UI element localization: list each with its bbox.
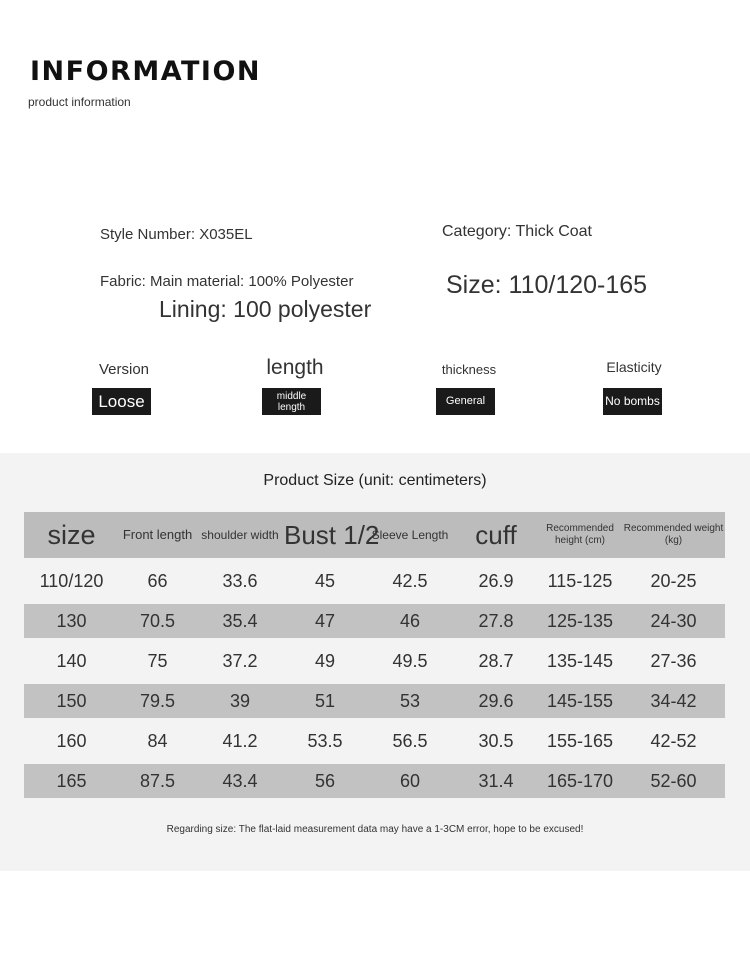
- table-cell: 41.2: [222, 730, 258, 751]
- table-cell: 20-25: [650, 570, 697, 591]
- table-cell: 160: [56, 730, 87, 751]
- table-cell: 70.5: [139, 610, 176, 631]
- table-cell: 155-165: [546, 730, 614, 751]
- table-cell: 28.7: [478, 650, 514, 671]
- attr-badge-version: Loose: [92, 388, 151, 415]
- header-sleeve-length: Sleeve Length: [371, 528, 449, 542]
- table-row: [24, 764, 725, 798]
- table-cell: 53.5: [307, 730, 343, 751]
- attr-badge-length: middle length: [262, 388, 321, 415]
- table-cell: 53: [399, 690, 421, 711]
- attr-label-elasticity: Elasticity: [606, 359, 662, 375]
- table-cell: 49: [314, 650, 336, 671]
- header-front-length: Front length: [122, 527, 193, 542]
- size-table-header-row: [24, 512, 725, 558]
- table-cell: 46: [399, 610, 421, 631]
- attr-badge-elasticity: No bombs: [603, 388, 662, 415]
- category: Category: Thick Coat: [442, 223, 592, 240]
- table-row: [24, 558, 725, 604]
- table-row: [24, 604, 725, 638]
- size-table: [24, 512, 725, 798]
- attr-label-thickness: thickness: [441, 362, 497, 377]
- table-cell: 66: [147, 570, 168, 591]
- header-size: size: [47, 520, 96, 550]
- table-cell: 125-135: [546, 610, 614, 631]
- table-cell: 39: [229, 690, 251, 711]
- table-row: [24, 638, 725, 684]
- table-cell: 45: [314, 570, 336, 591]
- table-cell: 140: [56, 650, 87, 671]
- table-cell: 150: [56, 690, 87, 711]
- table-cell: 27.8: [478, 610, 514, 631]
- table-cell: 37.2: [222, 650, 258, 671]
- table-cell: 49.5: [392, 650, 428, 671]
- attr-badge-thickness: General: [436, 388, 495, 415]
- table-cell: 26.9: [478, 570, 514, 591]
- size-range: Size: 110/120-165: [446, 271, 648, 299]
- table-cell: 33.6: [222, 570, 258, 591]
- table-cell: 135-145: [546, 650, 614, 671]
- table-cell: 110/120: [39, 570, 104, 591]
- table-cell: 30.5: [478, 730, 514, 751]
- table-cell: 165-170: [546, 770, 614, 791]
- table-cell: 43.4: [222, 770, 258, 791]
- table-cell: 56.5: [392, 730, 428, 751]
- table-cell: 27-36: [650, 650, 697, 671]
- table-cell: 24-30: [650, 610, 697, 631]
- header-bust: Bust 1/2: [284, 520, 380, 550]
- table-row: [24, 684, 725, 718]
- table-cell: 56: [314, 770, 336, 791]
- table-cell: 29.6: [478, 690, 514, 711]
- page-subtitle: product information: [28, 95, 131, 109]
- header-shoulder-width: shoulder width: [201, 528, 279, 542]
- attr-label-version: Version: [98, 361, 150, 378]
- lining: Lining: 100 polyester: [159, 296, 372, 322]
- attr-label-length: length: [266, 356, 324, 379]
- table-cell: 75: [147, 650, 168, 671]
- size-table-title: Product Size (unit: centimeters): [263, 472, 487, 489]
- table-cell: 31.4: [478, 770, 514, 791]
- table-cell: 79.5: [139, 690, 176, 711]
- table-cell: 52-60: [650, 770, 697, 791]
- header-recommended-height: Recommended height (cm): [546, 523, 614, 546]
- fabric: Fabric: Main material: 100% Polyester: [100, 273, 354, 290]
- table-cell: 87.5: [139, 770, 176, 791]
- table-cell: 165: [56, 770, 87, 791]
- table-cell: 34-42: [650, 690, 697, 711]
- table-cell: 51: [314, 690, 336, 711]
- table-cell: 47: [314, 610, 336, 631]
- table-cell: 130: [56, 610, 87, 631]
- page-title: INFORMATION: [30, 56, 262, 87]
- table-row: [24, 718, 725, 764]
- table-cell: 60: [399, 770, 421, 791]
- header-cuff: cuff: [475, 520, 517, 550]
- table-cell: 84: [147, 730, 168, 751]
- table-cell: 35.4: [222, 610, 258, 631]
- size-note: Regarding size: The flat-laid measurement data may have a 1-3CM error, hope to be excused!: [166, 824, 584, 835]
- header-recommended-weight: Recommended weight (kg): [623, 523, 724, 546]
- style-number: Style Number: X035EL: [100, 226, 253, 243]
- table-cell: 42.5: [392, 570, 428, 591]
- table-cell: 145-155: [546, 690, 614, 711]
- table-cell: 115-125: [547, 570, 613, 591]
- table-cell: 42-52: [650, 730, 697, 751]
